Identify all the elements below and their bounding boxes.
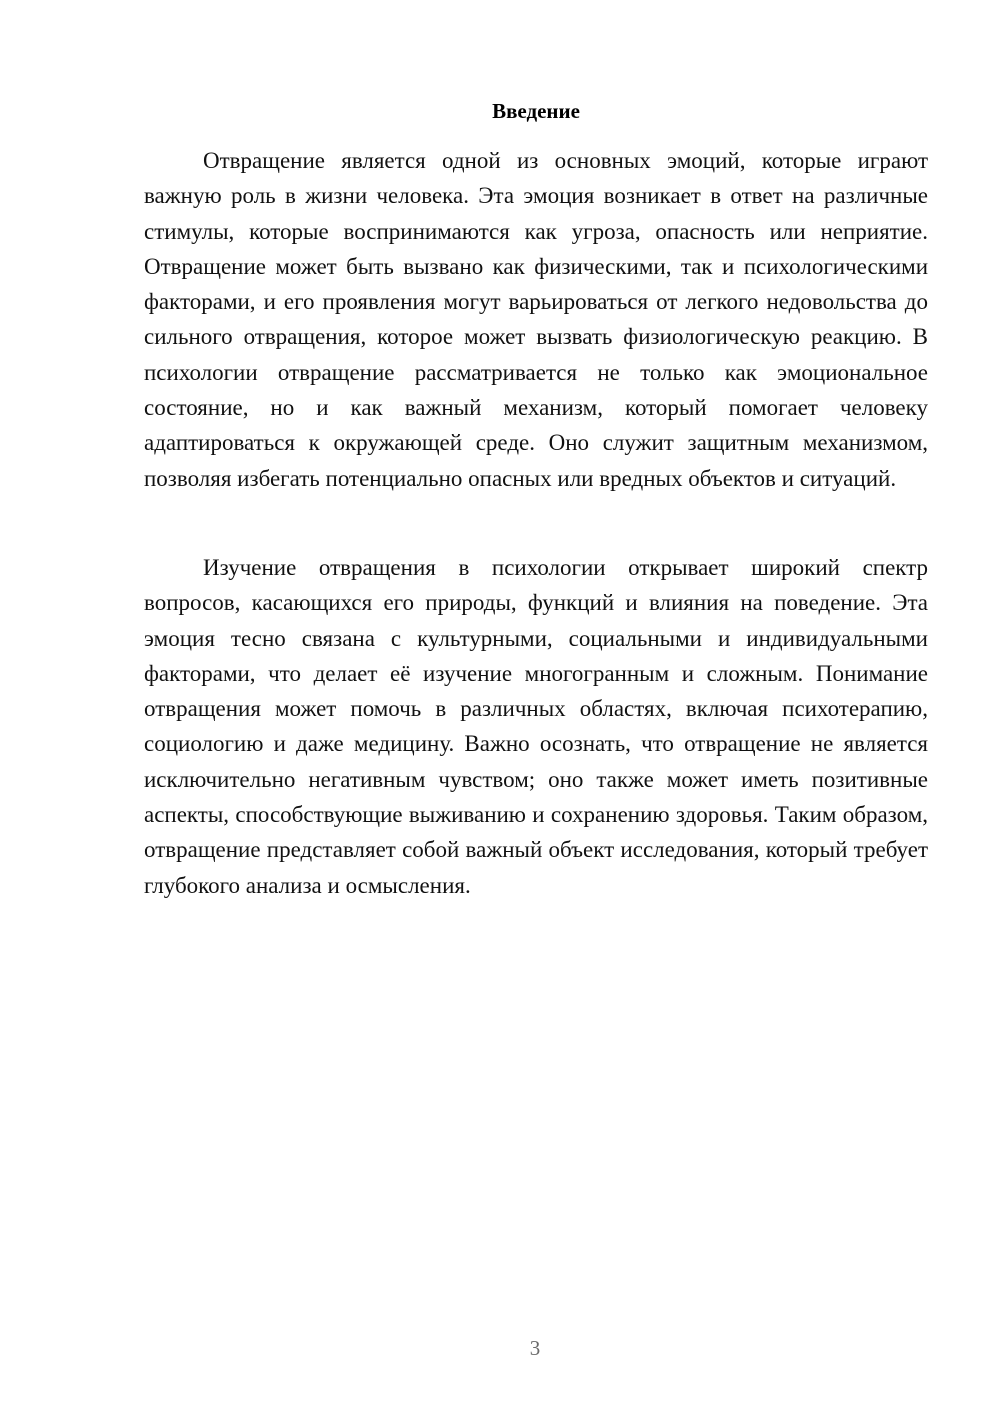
section-heading: Введение [492, 99, 580, 123]
paragraph-1: Отвращение является одной из основных эмоций, которые играют важную роль в жизни человека. Эта эмоция возникает в ответ на различные стимулы, которые воспринимаются как угроза, опасность или неприятие. Отвращение может быть вызвано как физическими, так и психологическими факторами, и его проявления могут варьироваться от легкого недовольства до сильного отвращения, которое может вызвать физиологическую реакцию. В психологии отвращение рассматривается не только как эмоциональное состояние, но и как важный механизм, который помогает человеку адаптироваться к окружающей среде. Оно служит защитным механизмом, позволяя избегать потенциально опасных или вредных объектов и ситуаций. [144, 148, 928, 491]
paragraph-2: Изучение отвращения в психологии открывает широкий спектр вопросов, касающихся его природы, функций и влияния на поведение. Эта эмоция тесно связана с культурными, социальными и индивидуальными факторами, что делает её изучение многогранным и сложным. Понимание отвращения может помочь в различных областях, включая психотерапию, социологию и даже медицину. Важно осознать, что отвращение не является исключительно негативным чувством; оно также может иметь позитивные аспекты, способствующие выживанию и сохранению здоровья. Таким образом, отвращение представляет собой важный объект исследования, который требует глубокого анализа и осмысления. [144, 555, 928, 898]
page-number: 3 [529, 1336, 541, 1360]
